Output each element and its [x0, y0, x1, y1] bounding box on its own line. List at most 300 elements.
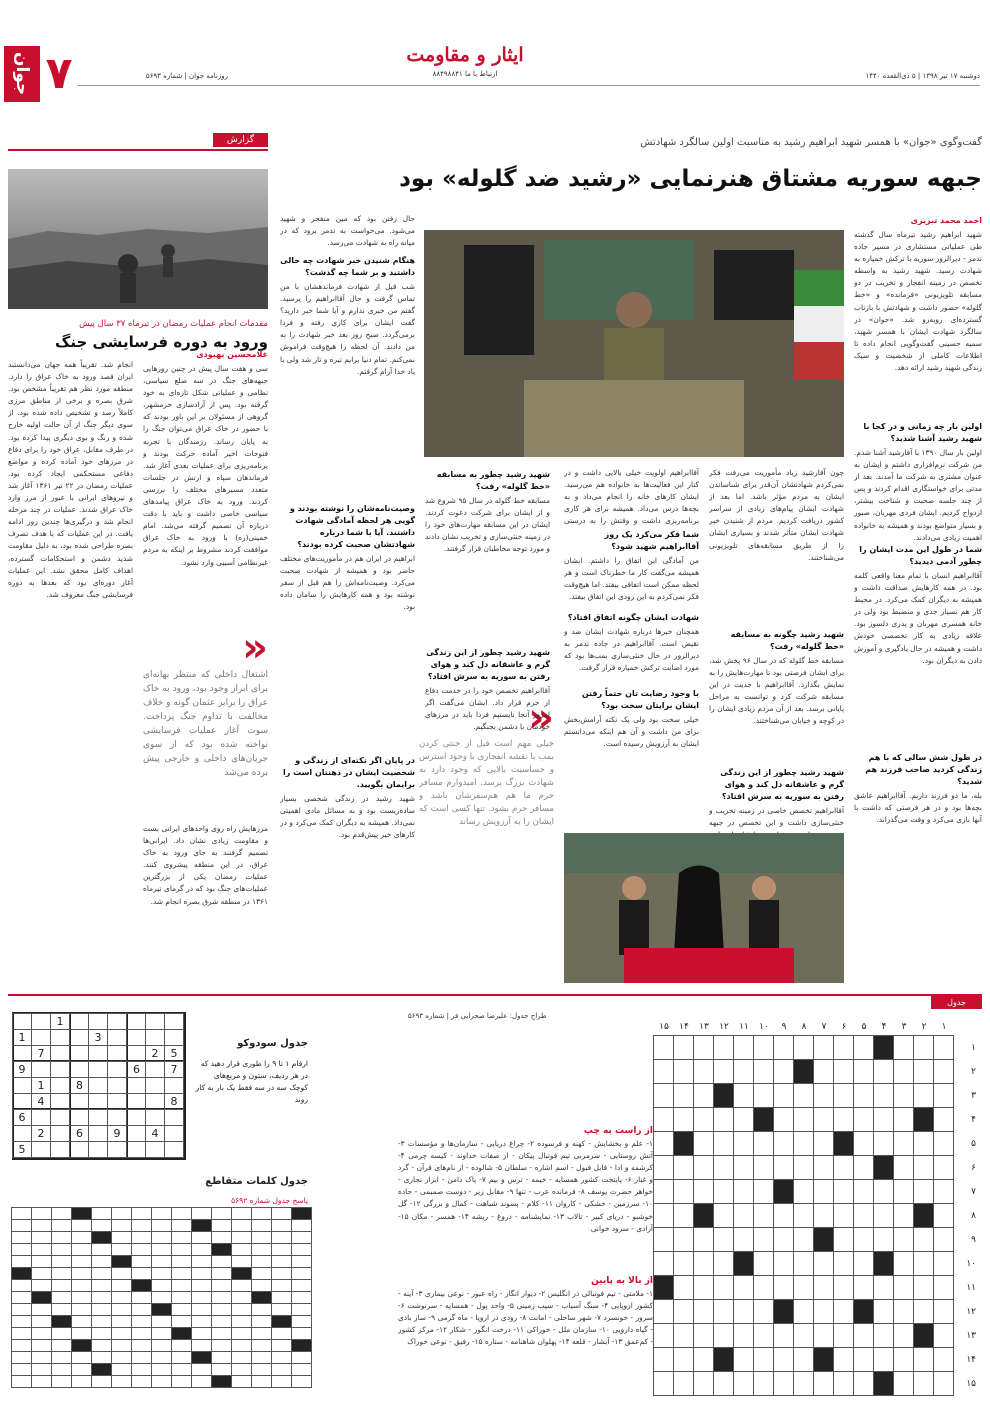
crossword-cell	[893, 1083, 914, 1108]
crossword-cell	[833, 1179, 854, 1204]
date-line: دوشنبه ۱۷ تیر ۱۳۹۸ | ۵ ذی‌القعده ۱۴۴۰	[865, 72, 980, 80]
crossword-cell	[913, 1131, 934, 1156]
crossword-cell	[653, 1203, 674, 1228]
clues-across	[398, 1126, 653, 1256]
article-quote-icon: «	[528, 695, 554, 741]
sudoku-grid	[12, 1012, 186, 1156]
sudoku-cell: 8	[69, 1077, 89, 1094]
article-col2-q2: شهید رشید چطور از این زندگی گرم و عاشقانه دل کند و هوای رفتن به سوریه به سرش افتاد؟	[720, 768, 844, 801]
sudoku-cell	[126, 1077, 146, 1094]
crossword-cell	[813, 1131, 834, 1156]
article-col-4	[280, 213, 415, 983]
crossword-cell	[833, 1323, 854, 1348]
crossword-cell	[893, 1347, 914, 1372]
crossword-column-number: ۱۳	[699, 1022, 709, 1032]
answer-cell	[191, 1375, 212, 1388]
crossword-cell	[793, 1299, 814, 1324]
crossword-cell	[813, 1203, 834, 1228]
sudoku-cell: 9	[12, 1061, 32, 1078]
sudoku-cell	[126, 1013, 146, 1030]
article-col5-text-1: مسابقه خط گلوله در سال ۹۵ شروع شد و از ایشان برای شرکت دعوت کردند. ایشان در این مسابقه مهارت‌های خود را در زمینه خنثی‌سازی و تخریب نشان دادند و مورد توجه مخاطبان قرار گرفتند.	[425, 496, 550, 554]
crossword-cell	[713, 1251, 734, 1276]
crossword-cell	[753, 1131, 774, 1156]
crossword-column-number: ۳	[901, 1022, 907, 1032]
article-col4-text-4: شهید رشید در زندگی شخصی بسیار ساده‌زیست بود و به مسائل مادی اهمیتی نمی‌داد. همیشه به دیگران کمک می‌کرد و در کارهای خیر پیش‌قدم بود.	[280, 794, 415, 840]
crossword-cell	[753, 1035, 774, 1060]
crossword-cell	[833, 1203, 854, 1228]
family-photo	[564, 833, 844, 983]
crossword-cell	[693, 1059, 714, 1084]
crossword-cell	[793, 1371, 814, 1396]
crossword-cell	[733, 1203, 754, 1228]
puzzle-section	[8, 994, 982, 1408]
crossword-cell	[813, 1155, 834, 1180]
crossword-cell	[933, 1107, 954, 1132]
crossword-cell	[893, 1251, 914, 1276]
crossword-column-number: ۱۱	[739, 1022, 749, 1032]
clues-down	[398, 1276, 653, 1406]
crossword-cell	[673, 1155, 694, 1180]
crossword-row-number: ۹	[971, 1235, 976, 1245]
crossword-row-number: ۴	[971, 1115, 976, 1125]
crossword-cell	[653, 1155, 674, 1180]
article-col2-q1: شهید رشید چگونه به مسابقه «خط گلوله» رفت؟	[730, 630, 844, 651]
crossword-cell	[713, 1155, 734, 1180]
article-col2-text-2: مسابقه خط گلوله که در سال ۹۶ پخش شد، برای ایشان فرصتی بود تا مهارت‌هایش را به نمایش بگذارد. آقاابراهیم با جدیت در این مسابقه شرکت کرد و توانست به مراحل پایانی برسد. بعد از آن مردم زیادی ایشان را در کوچه و خیابان می‌شناختند.	[709, 656, 844, 726]
crossword-cell	[853, 1371, 874, 1396]
answer-cell	[91, 1375, 112, 1388]
crossword-cell	[933, 1131, 954, 1156]
crossword-cell	[653, 1107, 674, 1132]
article-quote: خیلی مهم است قبل از خنثی کردن بمب با نقشه انفجاری با وجود استرس و حساسیت بالایی که وجود دارد به شهادت بزرگ برسد. امیدوارم مسافر حرم ما هم هم‌سفرشان باشد و مسافر حرم بشود. تنها کسی است که ایشان را به آرزویش رساند	[419, 739, 554, 827]
crossword-cell	[733, 1035, 754, 1060]
sudoku-cell	[164, 1077, 184, 1094]
crossword-column-number: ۷	[821, 1022, 827, 1032]
crossword-cell	[873, 1323, 894, 1348]
crossword-cell	[933, 1203, 954, 1228]
crossword-cell	[813, 1347, 834, 1372]
answer-1: اولین بار سال ۱۳۹۰ با آقارشید آشنا شدم. من شرکت نرم‌افزاری داشتم و ایشان به عنوان مشتری به شرکت ما آمدند. بعد از مدتی برای خواستگاری اقدام کردند و پس از چند جلسه صحبت و شناخت بیشتر، ازدواج کردیم. ایشان فردی مهربان، صبور و بسیار متواضع بودند و همیشه به خانواده اهمیت زیادی می‌دادند.	[854, 448, 982, 542]
crossword-cell	[813, 1059, 834, 1084]
across-title: از راست به چپ	[583, 1126, 653, 1136]
crossword-cell	[793, 1251, 814, 1276]
crossword-cell	[813, 1035, 834, 1060]
sudoku-cell: 5	[12, 1141, 32, 1158]
logo-title: ایثار و مقاومت	[406, 44, 524, 66]
crossword-cell	[913, 1323, 934, 1348]
crossword-cell	[793, 1179, 814, 1204]
crossword-cell	[913, 1275, 934, 1300]
answer-cell	[11, 1375, 32, 1388]
crossword-column-number: ۱	[941, 1022, 947, 1032]
crossword-cell	[873, 1179, 894, 1204]
sudoku-cell	[145, 1077, 165, 1094]
crossword-cell	[673, 1083, 694, 1108]
answer-cell	[291, 1375, 312, 1388]
sudoku-cell	[50, 1125, 70, 1142]
sudoku-cell	[88, 1125, 108, 1142]
crossword-cell	[733, 1131, 754, 1156]
sudoku-cell: 4	[145, 1125, 165, 1142]
crossword-cell	[753, 1323, 774, 1348]
crossword-cell	[933, 1251, 954, 1276]
crossword-cell	[693, 1203, 714, 1228]
sudoku-cell	[126, 1029, 146, 1046]
crossword-cell	[733, 1083, 754, 1108]
crossword-row-number: ۱۰	[966, 1259, 976, 1269]
down-title: از بالا به پایین	[591, 1276, 653, 1286]
crossword-cell	[893, 1107, 914, 1132]
crossword-cell	[833, 1131, 854, 1156]
crossword-cell	[793, 1107, 814, 1132]
sudoku-cell	[145, 1029, 165, 1046]
sudoku-cell	[88, 1013, 108, 1030]
sudoku-cell	[164, 1109, 184, 1126]
article-col3-text-3: همچنان خبرها درباره شهادت ایشان ضد و نقیض است. آقاابراهیم در جاده تدمر به دیرالزور در حال خنثی‌سازی بمب‌ها بود که مورد اصابت ترکش خمپاره قرار گرفت.	[564, 627, 699, 673]
crossword-cell	[933, 1155, 954, 1180]
sudoku-cell	[31, 1061, 51, 1078]
crossword-cell	[933, 1323, 954, 1348]
crossword-row-number: ۲	[971, 1067, 976, 1077]
sudoku-cell	[69, 1013, 89, 1030]
crossword-row-number: ۱۱	[966, 1283, 976, 1293]
crossword-cell	[893, 1323, 914, 1348]
crossword-cell	[713, 1299, 734, 1324]
crossword-cell	[673, 1347, 694, 1372]
crossword-cell	[933, 1371, 954, 1396]
answer-grid	[12, 1208, 312, 1398]
crossword-cell	[853, 1347, 874, 1372]
crossword-cell	[653, 1299, 674, 1324]
sudoku-cell	[164, 1029, 184, 1046]
crossword-cell	[653, 1131, 674, 1156]
crossword-cell	[813, 1227, 834, 1252]
crossword-cell	[733, 1347, 754, 1372]
article-col5-q2: شهید رشید چطور از این زندگی گرم و عاشقانه دل کند و هوای رفتن به سوریه به سرش افتاد؟	[426, 648, 550, 681]
crossword-row-number: ۱۵	[966, 1379, 976, 1389]
sudoku-cell	[145, 1109, 165, 1126]
sudoku-cell	[145, 1093, 165, 1110]
crossword-cell	[713, 1131, 734, 1156]
crossword-cell	[873, 1275, 894, 1300]
article-col3-q1: شما فکر می‌کرد یک روز آقاابراهیم شهید شود؟	[604, 530, 699, 551]
crossword-row-numbers	[956, 1036, 976, 1396]
crossword-cell	[833, 1107, 854, 1132]
crossword-cell	[853, 1131, 874, 1156]
crossword-cell	[913, 1251, 934, 1276]
crossword-cell	[773, 1275, 794, 1300]
sudoku-cell: 9	[107, 1125, 127, 1142]
sudoku-cell	[107, 1077, 127, 1094]
crossword-cell	[853, 1107, 874, 1132]
family-photo-illustration	[564, 833, 844, 983]
crossword-cell	[693, 1179, 714, 1204]
crossword-cell	[853, 1035, 874, 1060]
crossword-cell	[773, 1323, 794, 1348]
crossword-cell	[693, 1275, 714, 1300]
martyr-photo	[424, 230, 844, 457]
crossword-cell	[913, 1179, 934, 1204]
sudoku-cell: 1	[31, 1077, 51, 1094]
crossword-cell	[753, 1347, 774, 1372]
article-col5-q1: شهید رشید چطور به مسابقه «خط گلوله» رفت؟	[436, 470, 550, 491]
sudoku-cell	[107, 1109, 127, 1126]
crossword-cell	[773, 1059, 794, 1084]
crossword-cell	[873, 1347, 894, 1372]
crossword-column-number: ۱۴	[679, 1022, 689, 1032]
crossword-cell	[793, 1203, 814, 1228]
sudoku-cell	[107, 1141, 127, 1158]
sudoku-cell	[126, 1141, 146, 1158]
crossword-cell	[653, 1035, 674, 1060]
crossword-cell	[873, 1059, 894, 1084]
crossword-cell	[673, 1059, 694, 1084]
article-kicker: گفت‌وگوی «جوان» با همسر شهید ابراهیم رشید به مناسبت اولین سالگرد شهادتش	[640, 137, 982, 148]
sudoku-cell	[126, 1109, 146, 1126]
sudoku-desc: ارقام ۱ تا ۹ را طوری قرار دهید که در هر ردیف، ستون و مربع‌های کوچک سه در سه فقط یک بار به کار روند	[195, 1059, 308, 1104]
article-col2-text-3: آقاابراهیم تخصص خاصی در زمینه تخریب و خنثی‌سازی داشت و این تخصص در جبهه	[709, 806, 844, 828]
crossword-cell	[913, 1227, 934, 1252]
article-col4-extra	[425, 467, 550, 987]
answer-cell	[251, 1375, 272, 1388]
sudoku-cell	[69, 1141, 89, 1158]
crossword-cell	[833, 1371, 854, 1396]
crossword-cell	[673, 1131, 694, 1156]
crossword-cell	[773, 1131, 794, 1156]
crossword-cell	[733, 1107, 754, 1132]
crossword-cell	[873, 1251, 894, 1276]
crossword-grid	[654, 1022, 954, 1402]
crossword-cells	[654, 1036, 954, 1396]
article-col4-q3: در پایان اگر نکته‌ای از زندگی و شخصیت ایشان در ذهنتان است را برایمان بگویید.	[282, 756, 415, 789]
masthead	[0, 40, 990, 110]
sudoku-cell	[50, 1029, 70, 1046]
sudoku-cell: 1	[12, 1029, 32, 1046]
crossword-column-number: ۱۵	[659, 1022, 669, 1032]
crossword-cell	[713, 1323, 734, 1348]
crossword-cell	[893, 1299, 914, 1324]
crossword-column-number: ۴	[881, 1022, 887, 1032]
crossword-cell	[653, 1251, 674, 1276]
sudoku-cell	[126, 1045, 146, 1062]
crossword-cell	[853, 1155, 874, 1180]
crossword-cell	[673, 1299, 694, 1324]
crossword-cell	[673, 1275, 694, 1300]
puzzle-label: جدول	[931, 996, 982, 1009]
crossword-cell	[693, 1227, 714, 1252]
crossword-cell	[733, 1323, 754, 1348]
crossword-cell	[713, 1179, 734, 1204]
report-body-3: مرزهایش راه روی واحدهای ایرانی بست و مقاومت زیادی نشان داد. ایرانی‌ها تصمیم گرفتند به جای ورود به خاک عراق، در این منطقه پیشروی کنند. عملیات رمضان یکی از بزرگترین عملیات‌های جنگ بود که در گرمای تیرماه ۱۳۶۱ در منطقه شرق بصره انجام شد.	[143, 824, 268, 906]
crossword-cell	[753, 1155, 774, 1180]
answer-cell	[271, 1375, 292, 1388]
crossword-column-number: ۸	[801, 1022, 807, 1032]
crossword-cell	[813, 1275, 834, 1300]
sudoku-cell	[50, 1109, 70, 1126]
sudoku-cell	[88, 1109, 108, 1126]
crossword-cell	[653, 1059, 674, 1084]
crossword-row-number: ۷	[971, 1187, 976, 1197]
crossword-cell	[873, 1371, 894, 1396]
answer-cell	[71, 1375, 92, 1388]
crossword-cell	[893, 1275, 914, 1300]
crossword-cell	[693, 1371, 714, 1396]
answer-cell	[211, 1375, 232, 1388]
crossword-cell	[773, 1203, 794, 1228]
crossword-row-number: ۵	[971, 1139, 976, 1149]
crossword-cell	[753, 1275, 774, 1300]
newspaper-line: روزنامه جوان | شماره ۵۶۹۳	[145, 72, 228, 80]
crossword-cell	[833, 1275, 854, 1300]
sudoku-cell	[12, 1045, 32, 1062]
crossword-cell	[793, 1131, 814, 1156]
crossword-cell	[753, 1227, 774, 1252]
crossword-cell	[893, 1203, 914, 1228]
crossword-cell	[873, 1155, 894, 1180]
answer-cell	[151, 1375, 172, 1388]
crossword-cell	[653, 1083, 674, 1108]
answer-subtitle: پاسخ جدول شماره ۵۶۹۲	[231, 1196, 308, 1205]
sudoku-cell	[126, 1125, 146, 1142]
crossword-cell	[773, 1179, 794, 1204]
crossword-cell	[733, 1227, 754, 1252]
sudoku-cell	[31, 1013, 51, 1030]
crossword-cell	[653, 1179, 674, 1204]
sudoku-cell	[50, 1077, 70, 1094]
crossword-column-number: ۱۰	[759, 1022, 769, 1032]
crossword-cell	[753, 1299, 774, 1324]
crossword-cell	[753, 1251, 774, 1276]
crossword-cell	[853, 1299, 874, 1324]
sudoku-cell	[69, 1109, 89, 1126]
crossword-cell	[933, 1179, 954, 1204]
war-photo	[8, 169, 268, 309]
sudoku-title: جدول سودوکو	[237, 1038, 308, 1049]
crossword-cell	[893, 1155, 914, 1180]
sudoku-cell	[50, 1045, 70, 1062]
article-col5-text-2: آقاابراهیم تخصص خود را در خدمت دفاع از حرم قرار داد. ایشان می‌گفت اگر امروز آنجا نایستیم فردا باید در مرزهای خودمان با دشمن بجنگیم.	[425, 686, 550, 732]
answer-cell	[111, 1375, 132, 1388]
crossword-cell	[673, 1179, 694, 1204]
crossword-cell	[853, 1251, 874, 1276]
sudoku-cell	[88, 1061, 108, 1078]
crossword-cell	[853, 1323, 874, 1348]
sudoku-cell: 4	[31, 1093, 51, 1110]
answer-title: جدول کلمات متقاطع	[205, 1176, 308, 1187]
sudoku-cell: 3	[88, 1029, 108, 1046]
crossword-cell	[913, 1035, 934, 1060]
crossword-cell	[873, 1131, 894, 1156]
crossword-cell	[693, 1251, 714, 1276]
answer-2: آقاابراهیم انسان با تمام معنا واقعی کلمه بود. در همه کارهایش صداقت داشت و همیشه به دیگران کمک می‌کرد. در محیط کار هم بسیار جدی و منضبط بود ولی در خانه همسری مهربان و پدری دلسوز بود. علاقه زیادی به کار تخصصی خودش داشت و همیشه در حال یادگیری و آموزش دادن به دیگران بود.	[854, 571, 982, 665]
sudoku-cell: 2	[145, 1045, 165, 1062]
crossword-cell	[693, 1323, 714, 1348]
crossword-cell	[793, 1347, 814, 1372]
crossword-cell	[913, 1203, 934, 1228]
crossword-cell	[813, 1299, 834, 1324]
crossword-cell	[793, 1323, 814, 1348]
crossword-cell	[893, 1035, 914, 1060]
crossword-cell	[773, 1155, 794, 1180]
crossword-cell	[733, 1251, 754, 1276]
sudoku-cell: 6	[126, 1061, 146, 1078]
crossword-cell	[773, 1347, 794, 1372]
crossword-cell	[773, 1227, 794, 1252]
crossword-cell	[713, 1227, 734, 1252]
question-2: شما در طول این مدت ایشان را چطور آدمی دیدید؟	[859, 545, 982, 566]
crossword-cell	[653, 1227, 674, 1252]
crossword-cell	[753, 1203, 774, 1228]
crossword-cell	[693, 1035, 714, 1060]
crossword-cell	[673, 1371, 694, 1396]
crossword-row-number: ۱۴	[966, 1355, 976, 1365]
sudoku-cell	[50, 1061, 70, 1078]
crossword-cell	[833, 1299, 854, 1324]
crossword-cell	[913, 1347, 934, 1372]
sudoku-cell: 5	[164, 1045, 184, 1062]
crossword-cell	[853, 1203, 874, 1228]
article-col3-text-4: خیلی سخت بود ولی یک نکته آرامش‌بخش برای من داشت و آن هم اینکه می‌دانستم ایشان به آرزویش رسیده است.	[564, 715, 699, 749]
crossword-cell	[773, 1083, 794, 1108]
article-col3-text-2: من آمادگی این اتفاق را داشتم. ایشان همیشه می‌گفت کار ما خطرناک است و هر لحظه ممکن است اتفاقی بیفتد. اما هیچ‌وقت فکر نمی‌کردم به این زودی این اتفاق بیفتد.	[564, 556, 699, 602]
question-1: اولین بار چه زمانی و در کجا با شهید رشید آشنا شدید؟	[863, 422, 982, 443]
crossword-cell	[693, 1347, 714, 1372]
crossword-cell	[913, 1059, 934, 1084]
crossword-cell	[693, 1107, 714, 1132]
crossword-cell	[673, 1035, 694, 1060]
crossword-cell	[733, 1155, 754, 1180]
crossword-cell	[733, 1371, 754, 1396]
masthead-rule	[78, 85, 980, 86]
special-section-logo	[405, 44, 525, 104]
crossword-cell	[773, 1371, 794, 1396]
crossword-cell	[833, 1251, 854, 1276]
across-clues: ۱- علم و بخشایش - کهنه و فرسوده ۲- چراغ دریایی - سازمان‌ها و مؤسسات ۳- آتش روستایی - سرمربی تیم فوتبال پیکان - از صفات خداوند - کیسه چرمی ۴- کرشمه و ادا - قابل قبول - اسم اشاره - سلطان ۵- شالوده - از نام‌های قرآن - گرد و غبار ۶- پایتخت کشور همسایه - خیمه - ترس و بیم ۷- پاک دامن - ابزار نجاری - خواهر حضرت یوسف ۸- فرمانده عرب - تنها ۹- مقابل زیر - دوست صمیمی - جاده ۱۰- سرزمین - خشکی - کاروان ۱۱- کلام - پسوند شباهت - کمال و بزرگی ۱۲- گل خوشبو - دریای کبیر - تالاب ۱۳- نمایشنامه - دروغ - ریشه ۱۴- همسر - مکان ۱۵- آزادی - سرود خوانی	[398, 1139, 653, 1233]
sudoku-cell	[88, 1045, 108, 1062]
crossword-cell	[933, 1227, 954, 1252]
report-label-text: گزارش	[213, 133, 268, 147]
martyr-photo-illustration	[424, 230, 844, 457]
sudoku-cell	[145, 1013, 165, 1030]
sudoku-cell	[164, 1125, 184, 1142]
crossword-cell	[813, 1323, 834, 1348]
article-col4-q1: هنگام شنیدن خبر شهادت چه حالی داشتید و بر شما چه گذشت؟	[280, 256, 415, 277]
report-quote: اشتغال داخلی که منتظر بهانه‌ای برای ابراز وجود بود، ورود به خاک عراق را برابر عثمان گونه و خلاف مخالفت با تداوم جنگ پرداخت. سوت آغاز عملیات فرسایشی نواخته شده بود که از سوی جریان‌های داخلی و خارجی پیش برده می‌شد	[143, 670, 268, 778]
crossword-cell	[733, 1299, 754, 1324]
crossword-cell	[773, 1299, 794, 1324]
article-col3-text-1: آقاابراهیم اولویت خیلی بالایی داشت و در کنار این فعالیت‌ها به خانواده هم می‌رسید. ایشان کارهای خانه را انجام می‌داد و به بچه‌ها درس می‌داد. همیشه برای هر کاری برنامه‌ریزی داشت و وقتش را به درستی	[564, 468, 699, 526]
crossword-cell	[773, 1107, 794, 1132]
crossword-cell	[833, 1155, 854, 1180]
answer-3: بله، ما دو فرزند داریم. آقاابراهیم عاشق بچه‌ها بود و در هر فرصتی که داشت با آنها بازی می‌کرد و وقت می‌گذراند.	[854, 791, 982, 825]
crossword-cell	[793, 1155, 814, 1180]
crossword-cell	[933, 1347, 954, 1372]
sudoku-cell	[107, 1093, 127, 1110]
crossword-cell	[933, 1275, 954, 1300]
crossword-cell	[873, 1299, 894, 1324]
report-label	[8, 133, 268, 151]
crossword-cell	[753, 1371, 774, 1396]
sudoku-cell: 6	[69, 1125, 89, 1142]
crossword-cell	[713, 1347, 734, 1372]
crossword-cell	[773, 1251, 794, 1276]
crossword-cell	[913, 1299, 934, 1324]
sudoku-cell	[50, 1093, 70, 1110]
crossword-cell	[853, 1083, 874, 1108]
sudoku-cell	[31, 1029, 51, 1046]
crossword-cell	[933, 1299, 954, 1324]
crossword-cell	[813, 1083, 834, 1108]
